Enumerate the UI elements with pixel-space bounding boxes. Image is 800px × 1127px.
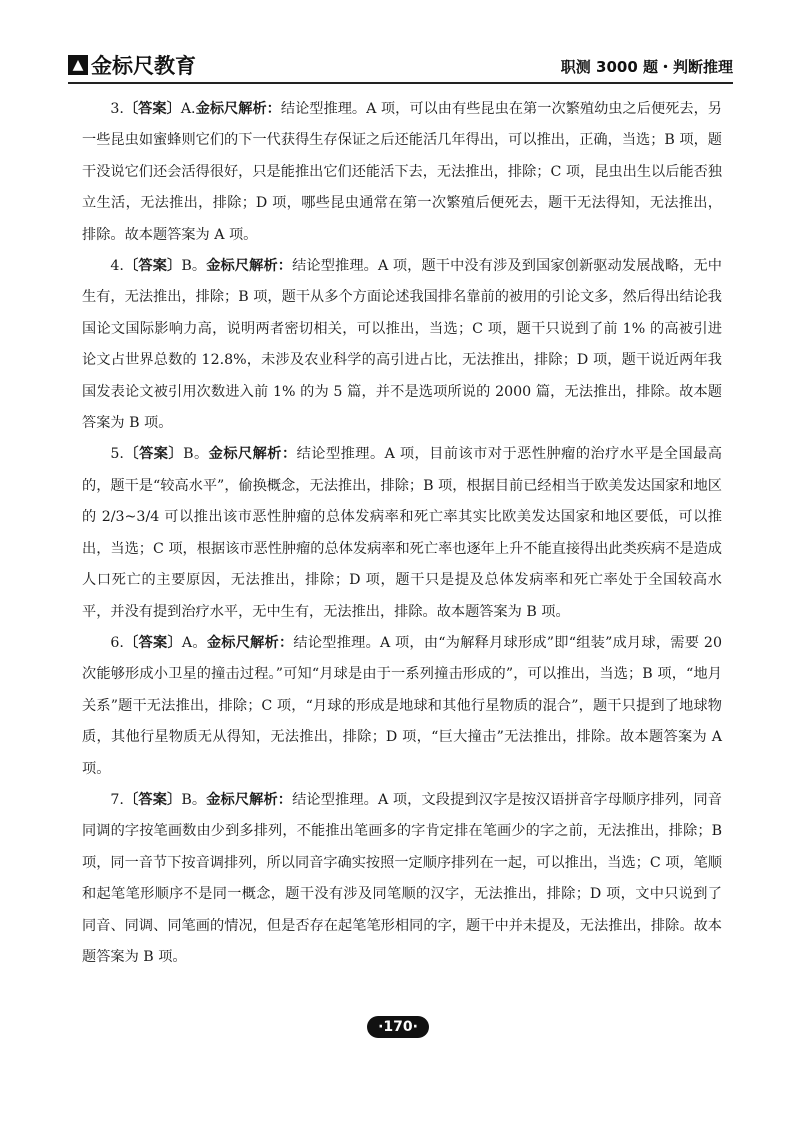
question-number: 7. xyxy=(110,791,124,808)
answer-choice: A. xyxy=(180,101,196,117)
explanation-label: 金标尺解析： xyxy=(208,446,297,463)
book-title: 职测 3000 题・判断推理 xyxy=(560,58,733,76)
question-explanation xyxy=(82,94,722,251)
explanation-text: 结论型推理。A 项，可以由有些昆虫在第一次繁殖幼虫之后便死去，另一些昆虫如蜜蜂则它们的下一代获得生存保证之后还能活几年得出，可以推出，正确，当选；B 项，题干没说它们还会活得很好，只是能推出它们还能活下去，无法推出，排除；C 项，昆虫出生以后能否独立生活，无法推出，排除；D 项，哪些昆虫通常在第一次繁殖后便死去，题干无法得知，无法推出，排除。故本题答案为 A 项。 xyxy=(82,101,722,243)
explanation-text: 结论型推理。A 项，题干中没有涉及到国家创新驱动发展战略，无中生有，无法推出，排除；B 项，题干从多个方面论述我国排名靠前的被用的引论文多，然后得出结论我国论文国际影响力高，说明两者密切相关，可以推出，当选；C 项，题干只说到了前 1% 的高被引进论文占世界总数的 12.8%，未涉及农业科学的高引进占比，无法推出，排除；D 项，题干说近两年我国发表论文被引用次数进入前 1% 的为 5 篇，并不是选项所说的 2000 篇，无法推出，排除。故本题答案为 B 项。 xyxy=(82,258,722,432)
explanation-label: 金标尺解析： xyxy=(206,634,294,651)
answer-label: 〔答案〕 xyxy=(123,258,182,275)
question-explanation xyxy=(82,439,722,627)
explanation-label: 金标尺解析： xyxy=(206,791,293,808)
question-explanation xyxy=(82,251,722,439)
answer-label: 〔答案〕 xyxy=(123,101,181,117)
question-number: 4. xyxy=(110,258,124,275)
logo-text: 金标尺教育 xyxy=(91,54,196,78)
explanation-label: 金标尺解析： xyxy=(195,101,281,117)
answer-label: 〔答案〕 xyxy=(123,791,182,808)
answer-choice: A。 xyxy=(181,634,207,651)
logo-icon: ▲ xyxy=(68,55,88,75)
explanation-label: 金标尺解析： xyxy=(206,258,293,275)
question-number: 6. xyxy=(110,634,124,651)
answer-label: 〔答案〕 xyxy=(123,634,182,651)
question-number: 3. xyxy=(110,101,124,117)
answer-choice: B。 xyxy=(181,791,207,808)
answer-choice: B。 xyxy=(183,446,209,463)
answer-label: 〔答案〕 xyxy=(123,446,184,463)
explanation-text: 结论型推理。A 项，由“为解释月球形成”即“组装”成月球，需要 20 次能够形成小卫星的撞击过程。”可知“月球是由于一系列撞击形成的”，可以推出，当选；B 项，“地月关系”题干无法推出，排除；C 项，“月球的形成是地球和其他行星物质的混合”，题干只提到了地球物质，其他行星物质无从得知，无法推出，排除；D 项，“巨大撞击”无法推出，排除。故本题答案为 A 项。 xyxy=(82,634,722,777)
answer-choice: B。 xyxy=(181,258,207,275)
page-number: ·170· xyxy=(367,1016,429,1038)
logo xyxy=(68,50,196,80)
explanation-text: 结论型推理。A 项，文段提到汉字是按汉语拼音字母顺序排列，同音同调的字按笔画数由少到多排列，不能推出笔画多的字肯定排在笔画少的字之前，无法推出，排除；B 项，同一音节下按音调排列，所以同音字确实按照一定顺序排列在一起，可以推出，当选；C 项，笔顺和起笔笔形顺序不是同一概念，题干没有涉及同笔顺的汉字，无法推出，排除；D 项，文中只说到了同音、同调、同笔画的情况，但是否存在起笔笔形相同的字，题干中并未提及，无法推出，排除。故本题答案为 B 项。 xyxy=(82,791,722,965)
question-number: 5. xyxy=(110,446,124,463)
answer-explanations xyxy=(82,94,722,973)
explanation-text: 结论型推理。A 项，目前该市对于恶性肿瘤的治疗水平是全国最高的，题干是“较高水平”，偷换概念，无法推出，排除；B 项，根据目前已经相当于欧美发达国家和地区的 2/3~3/4 可以推出该市恶性肿瘤的总体发病率和死亡率其实比欧美发达国家和地区要低，可以推出，当选；C 项，根据该市恶性肿瘤的总体发病率和死亡率也逐年上升不能直接得出此类疾病不是造成人口死亡的主要原因，无法推出，排除；D 项，题干只是提及总体发病率和死亡率处于全国较高水平，并没有提到治疗水平，无中生有，无法推出，排除。故本题答案为 B 项。 xyxy=(82,446,722,620)
question-explanation xyxy=(82,628,722,785)
page-header xyxy=(68,44,733,84)
question-explanation xyxy=(82,785,722,973)
